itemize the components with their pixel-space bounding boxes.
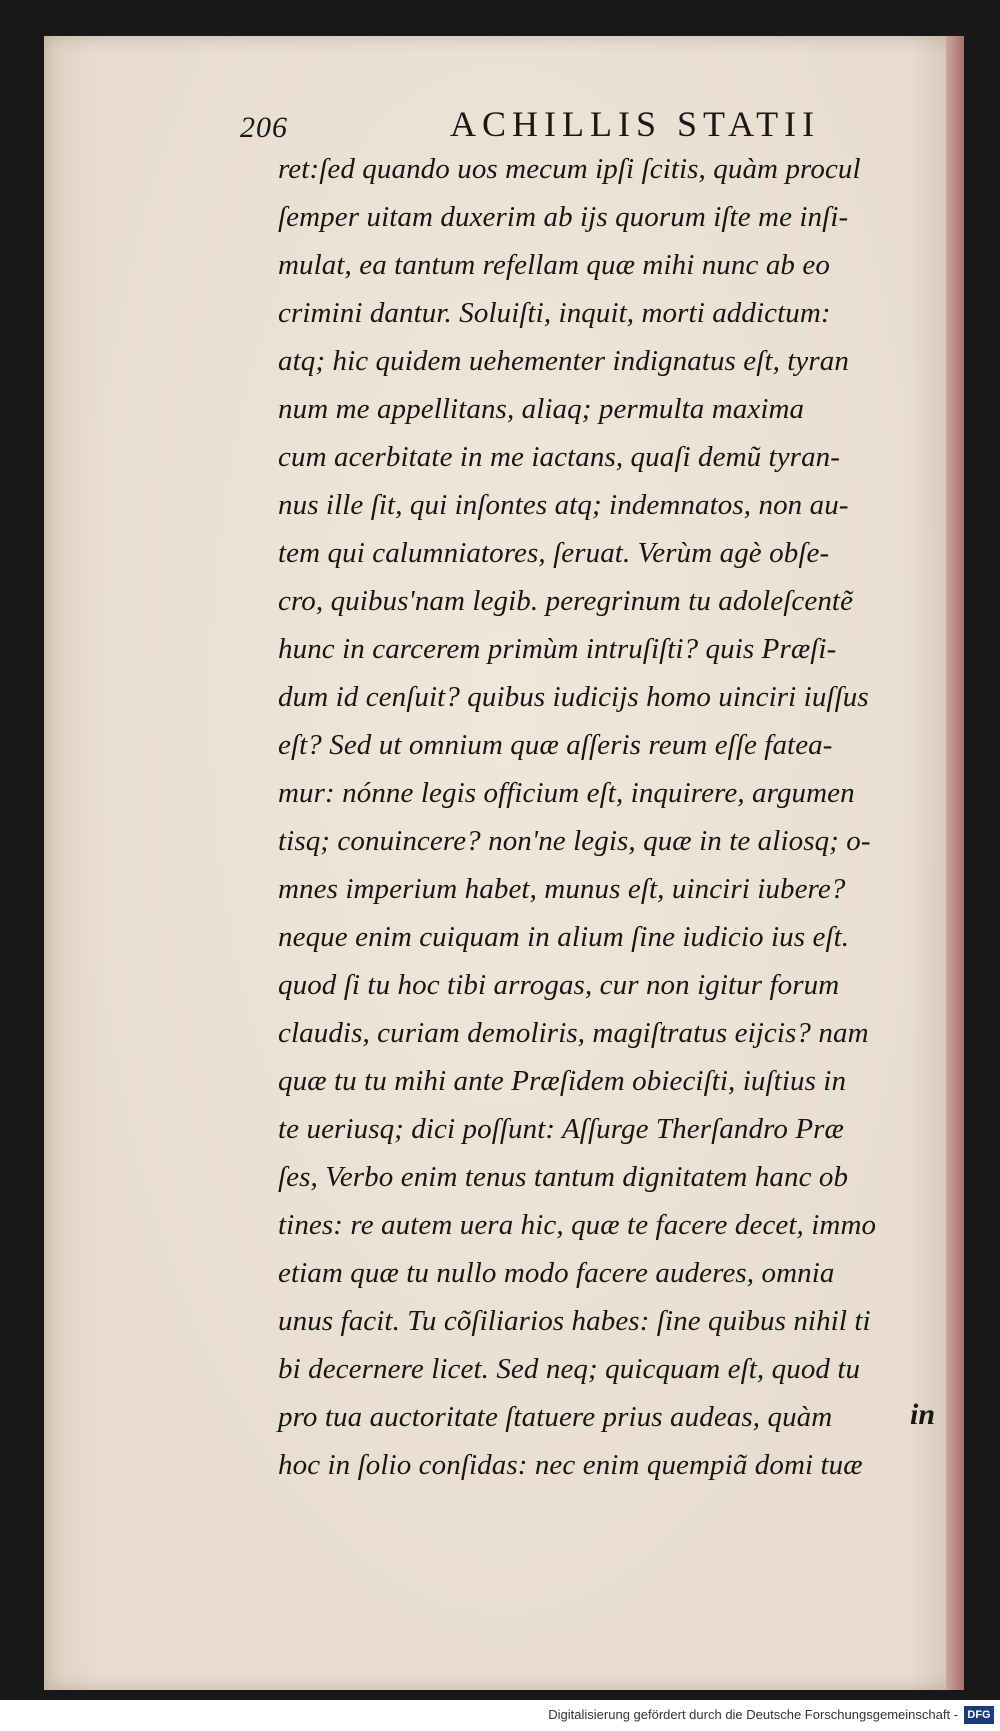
text-line: tisq; conuincere? non'ne legis, quæ in te aliosq; o-	[278, 825, 871, 857]
text-line: claudis, curiam demoliris, magiſtratus eijcis? nam	[278, 1017, 869, 1049]
text-line: hoc in ſolio conſidas: nec enim quempiã domi tuæ	[278, 1449, 863, 1481]
text-line: nus ille ſit, qui inſontes atq; indemnatos, non au-	[278, 489, 849, 521]
catchword: in	[910, 1398, 936, 1431]
text-line: tines: re autem uera hic, quæ te facere decet, immo	[278, 1209, 877, 1241]
text-line: ſemper uitam duxerim ab ijs quorum iſte me inſi-	[278, 201, 849, 233]
digitization-note: Digitalisierung gefördert durch die Deutsche Forschungsgemeinschaft -	[548, 1707, 958, 1722]
text-line: dum id cenſuit? quibus iudicijs homo uinciri iuſſus	[278, 681, 869, 713]
text-line: neque enim cuiquam in alium ſine iudicio ius eſt.	[278, 921, 850, 953]
text-line: unus facit. Tu cõſiliarios habes: ſine quibus nihil ti	[278, 1305, 871, 1337]
text-line: cum acerbitate in me iactans, quaſi demũ tyran-	[278, 441, 841, 473]
digitization-footer	[0, 1700, 1000, 1731]
text-line: etiam quæ tu nullo modo facere auderes, omnia	[278, 1257, 835, 1289]
text-block	[278, 145, 960, 1489]
text-line: hunc in carcerem primùm intruſiſti? quis Præſi-	[278, 633, 837, 665]
text-line: te ueriusq; dici poſſunt: Aſſurge Therſandro Præ	[278, 1113, 844, 1145]
text-line: atq; hic quidem uehementer indignatus eſt, tyran	[278, 345, 849, 377]
dfg-logo: DFG	[964, 1706, 994, 1724]
text-line: quæ tu tu mihi ante Præſidem obieciſti, iuſtius in	[278, 1065, 847, 1097]
running-title: ACHILLIS STATII	[450, 104, 821, 144]
text-line: bi decernere licet. Sed neq; quicquam eſt, quod tu	[278, 1353, 861, 1385]
text-line: eſt? Sed ut omnium quæ aſſeris reum eſſe fatea-	[278, 729, 833, 761]
running-head	[240, 103, 920, 151]
text-line: quod ſi tu hoc tibi arrogas, cur non igitur forum	[278, 969, 840, 1001]
text-line: ret:ſed quando uos mecum ipſi ſcitis, quàm procul	[278, 153, 861, 185]
text-line: num me appellitans, aliaq; permulta maxima	[278, 393, 805, 425]
text-line: mulat, ea tantum refellam quæ mihi nunc ab eo	[278, 249, 830, 281]
text-line: cro, quibus'nam legib. peregrinum tu adoleſcentẽ	[278, 585, 854, 617]
text-line: mnes imperium habet, munus eſt, uinciri iubere?	[278, 873, 846, 905]
text-line: crimini dantur. Soluiſti, inquit, morti addictum:	[278, 297, 831, 329]
page-number: 206	[240, 111, 288, 144]
text-line: ſes, Verbo enim tenus tantum dignitatem hanc ob	[278, 1161, 849, 1193]
text-line: mur: nónne legis officium eſt, inquirere, argumen	[278, 777, 855, 809]
text-line: pro tua auctoritate ſtatuere prius audeas, quàm	[278, 1401, 833, 1433]
text-line: tem qui calumniatores, ſeruat. Verùm agè obſe-	[278, 537, 830, 569]
